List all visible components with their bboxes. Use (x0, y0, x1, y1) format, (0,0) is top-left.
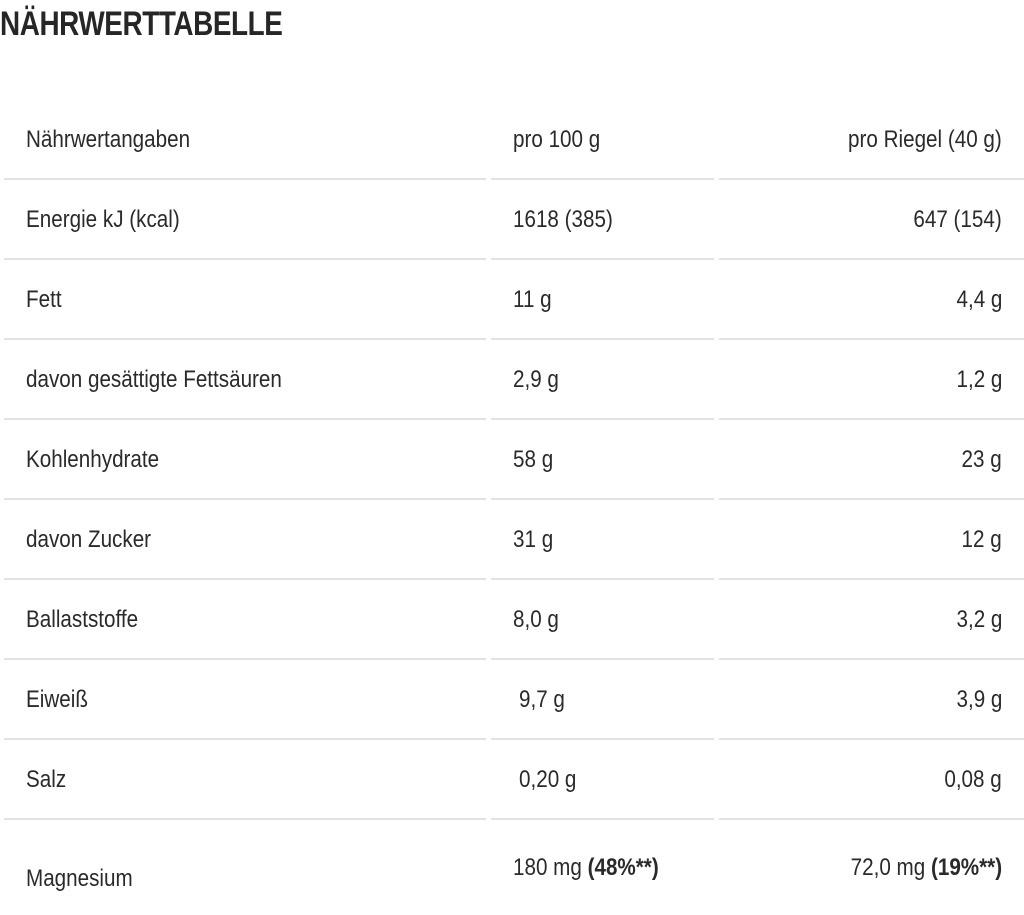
nutrient-label: Fett (26, 286, 62, 313)
table-row (0, 500, 1024, 580)
value-per-bar: 1,2 g (956, 366, 1002, 393)
value-per-100g: 9,7 g (519, 686, 565, 713)
daily-value-percent: (48%**) (587, 853, 659, 881)
value-per-100g: 2,9 g (513, 366, 559, 393)
value-per-bar: 4,4 g (956, 286, 1002, 313)
value-per-bar: 3,2 g (956, 606, 1002, 633)
table-row (0, 820, 1024, 915)
page-title: NÄHRWERTTABELLE (0, 5, 283, 43)
table-row (0, 180, 1024, 260)
value-per-100g: 58 g (513, 446, 554, 473)
value-amount: 180 mg (513, 853, 582, 881)
nutrient-label: Energie kJ (kcal) (26, 206, 180, 233)
value-per-100g: 11 g (513, 286, 552, 313)
table-row (0, 580, 1024, 660)
nutrition-table (0, 100, 1024, 915)
table-row (0, 660, 1024, 740)
value-per-100g: 0,20 g (519, 766, 577, 793)
value-per-bar: 23 g (961, 446, 1002, 473)
value-per-bar: 647 (154) (913, 206, 1002, 233)
nutrient-label: Kohlenhydrate (26, 446, 160, 473)
header-nutrient: Nährwertangaben (26, 126, 191, 153)
value-per-bar: 12 g (961, 526, 1002, 553)
header-per-bar: pro Riegel (40 g) (848, 126, 1002, 153)
value-per-100g: 1618 (385) (513, 206, 613, 233)
value-per-100g: 31 g (513, 526, 554, 553)
value-per-bar (722, 820, 1002, 915)
nutrient-label: Ballaststoffe (26, 606, 139, 633)
table-row (0, 420, 1024, 500)
table-row (0, 260, 1024, 340)
nutrient-label: Magnesium (26, 864, 133, 892)
nutrient-label: davon Zucker (26, 526, 152, 553)
value-amount: 72,0 mg (850, 853, 926, 881)
header-per-100g: pro 100 g (513, 126, 601, 153)
nutrient-label: Salz (26, 766, 67, 793)
value-per-100g (513, 820, 713, 915)
value-per-100g: 8,0 g (513, 606, 559, 633)
nutrient-label: Eiweiß (26, 686, 88, 713)
table-header-row (0, 100, 1024, 180)
value-per-bar: 3,9 g (956, 686, 1002, 713)
nutrient-label: davon gesättigte Fettsäuren (26, 366, 282, 393)
daily-value-percent: (19%**) (930, 853, 1002, 881)
table-row (0, 340, 1024, 420)
value-per-bar: 0,08 g (944, 766, 1002, 793)
table-row (0, 740, 1024, 820)
